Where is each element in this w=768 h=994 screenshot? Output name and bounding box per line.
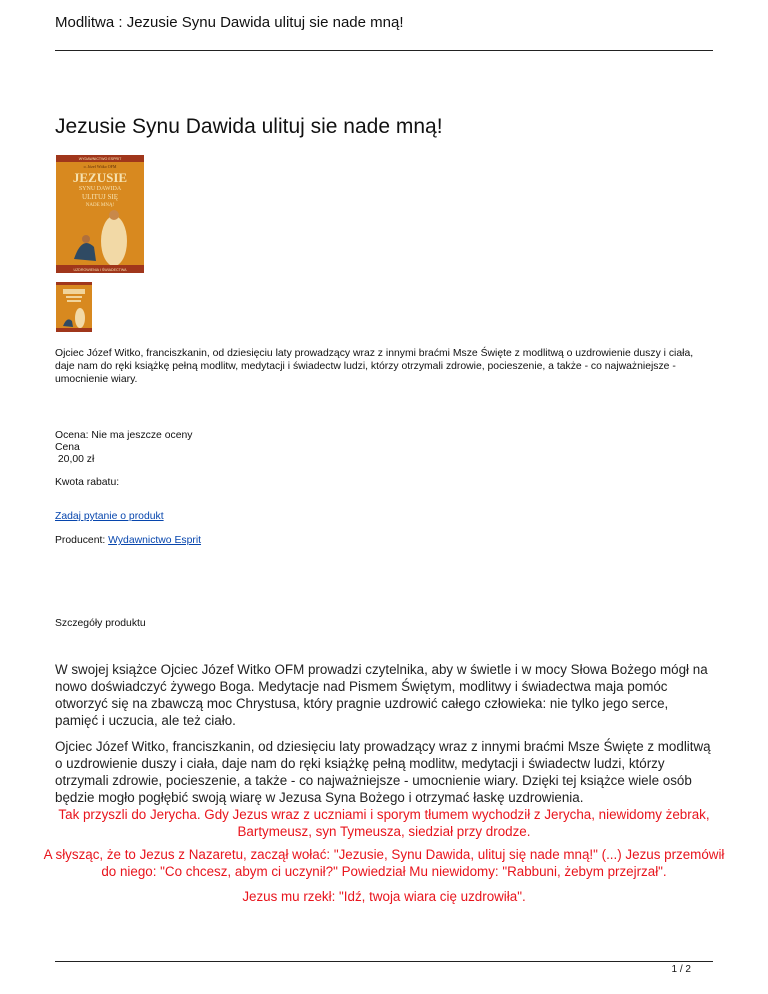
book-cover-thumbnail[interactable] bbox=[56, 282, 92, 332]
cover-title-line3: ULITUJ SIĘ bbox=[82, 193, 118, 201]
footer-divider bbox=[55, 961, 713, 962]
details-heading: Szczegóły produktu bbox=[55, 618, 146, 629]
price-label: Cena bbox=[55, 442, 80, 453]
discount-label: Kwota rabatu: bbox=[55, 477, 120, 488]
page-title: Jezusie Synu Dawida ulituj sie nade mną! bbox=[55, 115, 443, 138]
product-intro: Ojciec Józef Witko, franciszkanin, od dziesięciu laty prowadzący wraz z innymi braćmi Msze Święte z modlitwą o uzdrowienie duszy i ciała, daje nam do ręki książkę pełną modlitw, medytacji i świadectw ludzi, którzy otrzymali zdrowie, pocieszenie, a także - co najważniejsze - umocnienie wiary. bbox=[55, 348, 694, 385]
rating-text: Ocena: Nie ma jeszcze oceny bbox=[55, 430, 193, 441]
cover-title-line4: NADE MNĄ! bbox=[85, 203, 115, 208]
cover-title-line2: SYNU DAWIDA bbox=[78, 186, 122, 192]
cover-bottom-banner: UZDROWIENIA I ŚWIADECTWA bbox=[73, 268, 127, 272]
cover-title-line1: JEZUSIE bbox=[72, 170, 128, 185]
ask-question-link[interactable]: Zadaj pytanie o produkt bbox=[55, 511, 164, 522]
price-value: 20,00 zł bbox=[55, 454, 95, 465]
producer-row bbox=[55, 534, 201, 547]
book-cover-image[interactable] bbox=[56, 155, 144, 273]
scripture-quote-2: A słysząc, że to Jezus z Nazaretu, zaczął wołać: "Jezusie, Synu Dawida, ulituj się nade mną!" (...) Jezus przemówił do niego: "Co chcesz, abym ci uczynił?" Powiedział Mu niewidomy: "Rabbuni, żebym przejrzał". bbox=[43, 847, 725, 879]
scripture-quote-1: Tak przyszli do Jerycha. Gdy Jezus wraz z uczniami i sporym tłumem wychodził z Jerycha, niewidomy żebrak, Bartymeusz, syn Tymeusza, siedział przy drodze. bbox=[58, 807, 710, 839]
description-paragraph-1: W swojej książce Ojciec Józef Witko OFM prowadzi czytelnika, aby w świetle i w mocy Słowa Bożego mógł na nowo doświadczyć żywego Boga. Medytacje nad Pismem Świętym, modlitwy i świadectwa maja pomóc otworzyć się na zbawczą moc Chrystusa, który pragnie uzdrowić całego człowieka: nie tylko jego serce, pamięć i uczucia, ale też ciało. bbox=[55, 662, 708, 728]
producer-link[interactable]: Wydawnictwo Esprit bbox=[108, 535, 202, 546]
description-paragraph-2: Ojciec Józef Witko, franciszkanin, od dziesięciu laty prowadzący wraz z innymi braćmi Msze Święte z modlitwą o uzdrowienie duszy i ciała, daje nam do ręki książkę pełną modlitw, medytacji i świadectw ludzi, którzy otrzymali zdrowie, pocieszenie, a także - co najważniejsze - umocnienie wiary. Dzięki tej książce wiele osób będzie mogło pogłębić swoją wiarę w Jezusa Syna Bożego i otrzymać łaskę uzdrowienia. bbox=[55, 739, 711, 805]
producer-label: Producent: bbox=[55, 535, 109, 546]
cover-author: o. Józef Witko OFM bbox=[83, 164, 117, 169]
cover-publisher-banner: WYDAWNICTWO ESPRIT bbox=[78, 157, 122, 161]
page-number: 1 / 2 bbox=[671, 964, 691, 975]
scripture-quote-3: Jezus mu rzekł: "Idź, twoja wiara cię uzdrowiła". bbox=[242, 889, 526, 904]
header-title: Modlitwa : Jezusie Synu Dawida ulituj sie nade mną! bbox=[55, 14, 404, 31]
header-divider bbox=[55, 50, 713, 51]
